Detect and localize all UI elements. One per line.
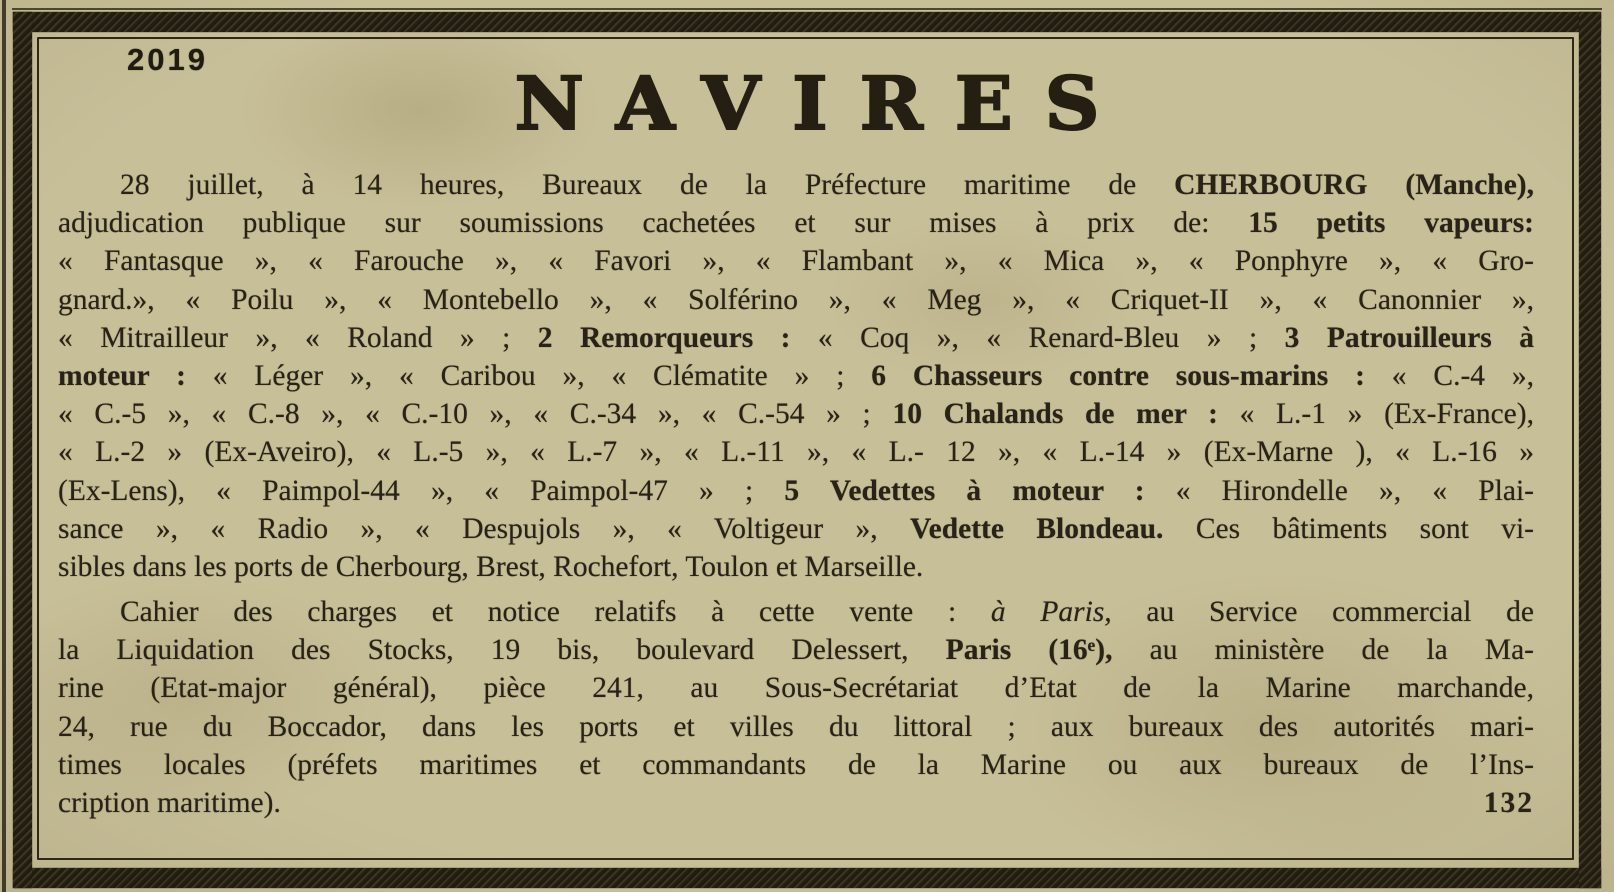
text-run: sibles dans les ports de Cherbourg, Brest, Rochefort, Toulon et Marseille. — [58, 550, 924, 583]
frame-band-left — [13, 12, 32, 888]
text-line — [58, 746, 1534, 784]
text-run: « Hirondelle », « Plai- — [1144, 474, 1534, 507]
issue-number: 2019 — [127, 42, 208, 77]
text-line — [58, 472, 1534, 510]
frame-band-top — [13, 12, 1601, 32]
text-line — [58, 281, 1534, 319]
text-run: (Ex-Lens), « Paimpol-44 », « Paimpol-47 » ; — [58, 474, 785, 507]
paragraph — [58, 166, 1534, 586]
text-run: 10 Chalands de mer : — [892, 398, 1218, 431]
text-run: « Coq », « Renard-Bleu » ; — [790, 321, 1285, 354]
text-line — [58, 204, 1534, 242]
text-run: au ministère de la Ma- — [1112, 634, 1534, 667]
text-line — [58, 242, 1534, 280]
text-run: CHERBOURG (Manche), — [1174, 169, 1534, 201]
text-line — [58, 510, 1534, 548]
page-number: 132 — [1483, 787, 1534, 819]
text-run: Paris (16ᵉ), — [945, 634, 1113, 667]
text-run: « Mitrailleur », « Roland » ; — [58, 321, 538, 354]
text-run: adjudication publique sur soumissions cachetées et sur mises à prix de: — [58, 207, 1249, 240]
text-line — [58, 593, 1534, 631]
text-run: gnard.», « Poilu », « Montebello », « Solférino », « Meg », « Criquet-II », « Canonnier », — [58, 283, 1534, 316]
text-run: « C.-4 », — [1364, 359, 1535, 392]
text-run: Ces bâtiments sont vi- — [1163, 512, 1534, 545]
text-run: la Liquidation des Stocks, 19 bis, boulevard Delessert, — [58, 634, 946, 667]
text-line — [58, 631, 1534, 669]
paragraph — [58, 593, 1534, 822]
article-body — [58, 166, 1534, 822]
text-run: 15 petits vapeurs: — [1248, 207, 1534, 240]
text-run: Vedette Blondeau. — [910, 512, 1164, 545]
text-run: Cahier des charges et notice relatifs à cette vente : — [120, 596, 991, 629]
frame-band-bottom — [13, 868, 1601, 888]
text-run: 5 Vedettes à moteur : — [784, 474, 1145, 507]
text-run: 28 juillet, à 14 heures, Bureaux de la Préfecture maritime de — [120, 169, 1175, 201]
text-run: « Fantasque », « Farouche », « Favori », « Flambant », « Mica », « Ponphyre », « Gro- — [58, 245, 1534, 278]
text-line — [58, 784, 1534, 822]
text-line — [58, 166, 1534, 204]
text-run: « Léger », « Caribou », « Clématite » ; — [185, 359, 872, 392]
frame-band-right — [1579, 12, 1601, 888]
frame-outer-rule — [12, 8, 1602, 10]
text-run: « L.-2 » (Ex-Aveiro), « L.-5 », « L.-7 », « L.-11 », « L.- 12 », « L.-14 » (Ex-Marne ), « L.-16 » — [58, 436, 1534, 469]
text-line — [58, 669, 1534, 707]
text-run: « C.-5 », « C.-8 », « C.-10 », « C.-34 », « C.-54 » ; — [58, 398, 893, 431]
text-run: sance », « Radio », « Despujols », « Voltigeur », — [58, 512, 911, 545]
text-line — [58, 433, 1534, 471]
text-run: cription maritime). — [58, 787, 281, 819]
text-line — [58, 548, 1534, 586]
text-run: « L.-1 » (Ex-France), — [1217, 398, 1534, 431]
text-run: times locales (préfets maritimes et commandants de la Marine ou aux bureaux de l’Ins- — [58, 748, 1534, 781]
text-run: rine (Etat-major général), pièce 241, au Sous-Secrétariat d’Etat de la Marine marchande, — [58, 672, 1534, 705]
text-line — [58, 395, 1534, 433]
text-run: 24, rue du Boccador, dans les ports et villes du littoral ; aux bureaux des autorités mari- — [58, 710, 1534, 743]
text-line — [58, 708, 1534, 746]
text-run: 6 Chasseurs contre sous-marins : — [871, 359, 1365, 392]
text-run: moteur : — [58, 359, 186, 392]
text-run: au Service commercial de — [1111, 596, 1534, 629]
text-line — [58, 319, 1534, 357]
text-run: 3 Patrouilleurs à — [1284, 321, 1534, 354]
text-run: 2 Remorqueurs : — [537, 321, 791, 354]
text-run: à Paris, — [990, 596, 1112, 629]
headline-title: NAVIRES — [514, 60, 1132, 147]
text-line — [58, 357, 1534, 395]
